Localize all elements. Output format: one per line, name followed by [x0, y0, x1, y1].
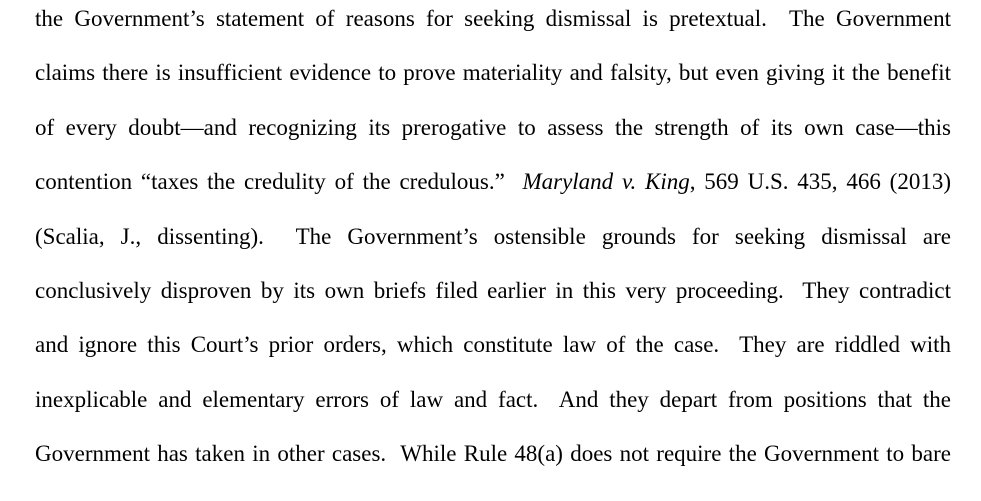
case-citation-name: Maryland v. King: [522, 169, 690, 195]
text-line: of every doubt—and recognizing its prerogative to assess the strength of its own case—this: [35, 114, 951, 140]
text-line: Government has taken in other cases. While Rule 48(a) does not require the Government to bare: [35, 441, 951, 467]
text-line: and ignore this Court’s prior orders, which constitute law of the case. They are riddled with: [35, 332, 951, 358]
text-line: inexplicable and elementary errors of law and fact. And they depart from positions that the: [35, 386, 951, 412]
body-paragraph: [35, 0, 951, 482]
text-segment: contention “taxes the credulity of the credulous.”: [35, 169, 523, 195]
text-line: claims there is insufficient evidence to prove materiality and falsity, but even giving it the benefit: [35, 60, 951, 86]
text-line: conclusively disproven by its own briefs filed earlier in this very proceeding. They contradict: [35, 277, 951, 303]
text-segment: , 569 U.S. 435, 466 (2013): [689, 169, 951, 195]
text-line: (Scalia, J., dissenting). The Government’s ostensible grounds for seeking dismissal are: [35, 223, 951, 249]
text-line: the Government’s statement of reasons for seeking dismissal is pretextual. The Government: [35, 6, 951, 31]
text-line-with-citation: [35, 155, 951, 209]
